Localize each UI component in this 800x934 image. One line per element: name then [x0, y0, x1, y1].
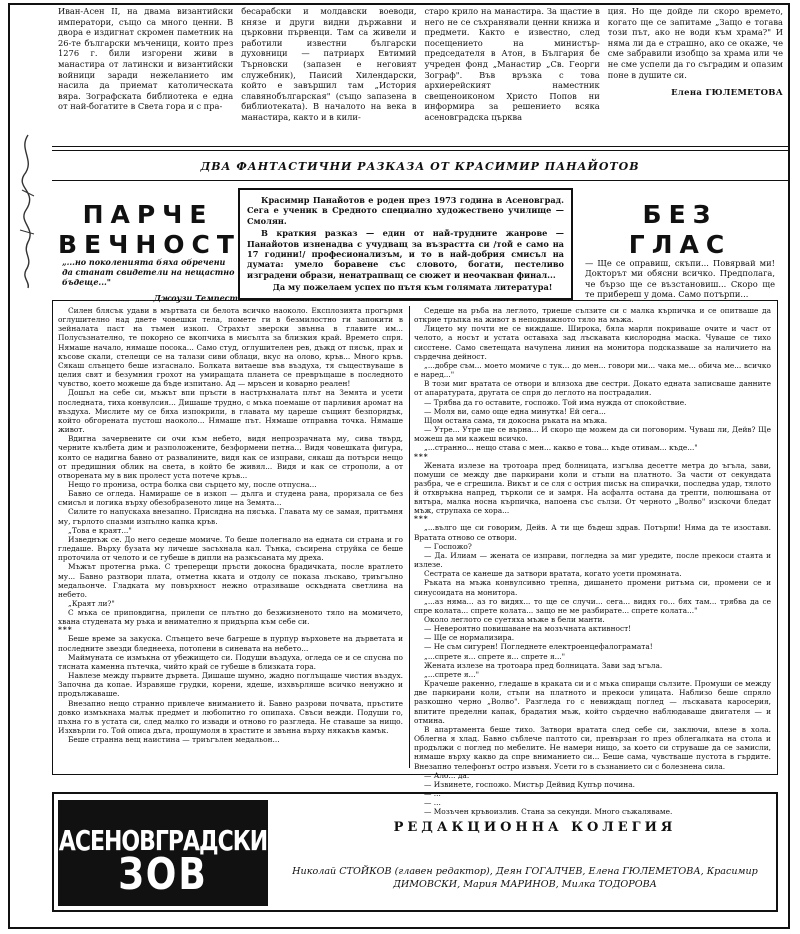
paragraph: „...спрете я..." [424, 669, 479, 679]
paragraph: Изведнъж се. До него седеше момиче. То беше полегнало на едната си страна и го гледаше. Върху бузата му личеше засъхнала кал. Тънка, съсирена струйка се беше проточила от челото и се губеше в дипли на разкъсаната му дреха. [58, 534, 403, 563]
paragraph: В този миг вратата се отвори и влязоха две сестри. Докато едната записваше данните от апаратурата, другата се спря до леглото на пострадалия. [414, 379, 771, 398]
paragraph: Седеше на ръба на леглото, триеше сълзите си с малка кърпичка и се опитваше да открие тръпка на живот в неподвижното тяло на мъжа. [414, 306, 771, 325]
paragraph: „Това е краят..." [68, 525, 132, 535]
handwritten-signature [14, 130, 42, 290]
paragraph: Внезапно нещо странно привлече вниманието й. Бавно разрови почвата, пръстите довко измъкнаха малък предмет и любопитно го опипаха. Свъси вежди. Подуши го, пъхна го в устата си, след малко го извади и отново го разгледа. Не ставаше за нищо. Изхвърли го. Той описа дъга, прошумоля в храстите и звънна върху някакъв камък. [58, 698, 403, 736]
top-article-column: ция. Но ще дойде ли скоро времето, когато ще се запитаме „Защо е тогава този път, ако не води към храма?" И няма ли да е страшно, ако се окаже, че сме забравили изобщо за храма или че не сме успели да го съградим и опазим поне в душите си. Елена ГЮЛЕМЕТОВА [607, 6, 783, 99]
paragraph: Вдигна зачервените си очи към небето, видя непрозрачната му, сива твърд, черните кълбета дим и разположените, безформени петна... Видя човешката фигура, която се надигна бавно от развалините, видя как се изправи, сякаш да потърси нещо от предишния облик на света, в който бе живял... Видя и как се строполи, а от отворената му в вик пролест уста потече кръв... [58, 434, 403, 480]
paragraph: Мъжът протегна ръка. С треперещи пръсти докосна брадичката, после вратлето му... Бавно разтвори плата, отметна кката и отдолу се показа лъскаво, триъгълно медальонче. Гладката му повърхност нежно отразяваше оскъдната светлина на небето. [58, 562, 403, 599]
story2-text [414, 306, 771, 817]
paragraph: — Утре... Утре ще се върна... И скоро ще можем да си поговорим. Чуваш ли, Дейв? Ще можеш да ми кажеш всичко. [414, 425, 771, 444]
story1-text [58, 306, 403, 771]
top-article [58, 6, 783, 134]
paragraph: Нещо го прониза, остра болка сви сърцето му, после отпусна... [68, 479, 317, 489]
paragraph: — Извинете, госпожо. Мистър Дейвид Купър почина. [424, 779, 635, 789]
paragraph: Силен блясък удави в мъртвата си белота всичко наоколо. Експлозията прогърмя оглушително над двете човешки тела, помете ги в безмилостно ги запокити в зейналата паст на тъмен изкоп. Страхът зверски звънна в главите им... Полусъзнателно, те покорно се вкопчиха в мисълта за близкия край. Времето спря. Нямаше начало, нямаше посока... Само студ, оглушителен рев, дъжд от пясък, прах и късове скали, стелещи се на талази сиви облаци, вкус на олово, кръв... Много кръв. Сякаш слънцето беше изгаснало. Болката витаеше във въздуха, тя съществуваше в целия свят и безумния грохот на умиращата планета се превръщаше в последното чувство, което можеше да бъде изпитано. Ад — мръсен и коварно реален! [58, 306, 403, 389]
divider-line [52, 180, 788, 181]
column-divider [409, 306, 410, 768]
paragraph: Бавно се огледа. Намираше се в изкоп — дълга и студена рана, прорязала се без смисъл и логика върху обезобразеното лице на Земята... [58, 489, 403, 508]
paragraph: — Мозъчен кръвоизлив. Стана за секунди. Много съжаляваме. [424, 807, 673, 817]
section-break: *** [58, 625, 73, 635]
story1-title: ПАРЧЕ ВЕЧНОСТ [58, 200, 241, 259]
divider-line [52, 146, 788, 147]
paragraph: Около леглото се суетяха мъже в бели манти. [424, 615, 605, 624]
section-break: *** [414, 451, 429, 461]
divider-line [52, 150, 788, 151]
top-article-column: Иван-Асен II, на двама византийски императори, също са много ценни. В двора е издигнат скромен паметник на 26-те български мъченици, които през 1276 г. били изгорени живи в манастира от латински и византийски войници заради нежеланието им насила да приемат католическата вяра. Зографската библиотека е една от най-богатите в Света гора и с пра- [58, 6, 234, 112]
newspaper-logo: АСЕНОВГРАДСКИ ЗОВ [58, 800, 268, 906]
story2-lead: — Ще се оправиш, скъпи... Повярвай ми! Докторът ми обясни всичко. Предполага, че бързо ще се възстановиш... Скоро ще те прибереш у дома. Само потърпи... [585, 258, 775, 300]
paragraph: Навлезе между първите дървета. Дишаше шумно, жадно поглъщаше чистия въздух. Започна да копае. Изравяше грудки, корени, ядеше, изхвърляше всичко ненужно и продължаваше. [58, 671, 403, 699]
paragraph: Крачеше ракенно, гледаше в краката си и с мъка спиращи сълзите. Промуши се между две паркирани коли, стъпи на платното и прекоси улицата. Наблизо беше спряло разкошно черно „Волво". Разгледа го с невиждащ поглед — лъскавата каросерия, впитите пределни капак, брадатия мъж, който сърдечно наблюдаваше двигателя — и отмина. [414, 679, 771, 725]
article-signature: Елена ГЮЛЕМЕТОВА [671, 88, 783, 99]
paragraph: — ... [424, 798, 441, 808]
paragraph: „...добре съм... моето момиче с тук... до мен... говори ми... чака ме... обича ме... всичко е наред..." [414, 360, 771, 380]
top-article-column: старо крило на манастира. За щастие в него не се съхранявали ценни книжа и предмети. Както е известно, след посещението на министър-председателя в Атон, в България бе учреден фонд „Манастир „Св. Георги Зограф". Във връзка с това архиерейският наместник свещеноиконом Христо Попов ни информира за решението всяка асеновградска църква [424, 6, 600, 122]
paragraph: Силите го напускаха внезапно. Присядна на пясъка. Главата му се замая, притъмня му, гърлото спазми изпълно капка кръв. [58, 507, 403, 526]
paragraph: Жената излезе на тротоара пред болницата. Зави зад ъгъла. [424, 660, 663, 670]
paragraph: Беше време за закуска. Слънцето вече багреше в пурпур върховете на дърветата и последните звезди бледнееха, потопени в синевата на небето... [58, 634, 403, 653]
editorial-board-title: РЕДАКЦИОННА КОЛЕГИЯ [393, 820, 677, 835]
paragraph: — Не съм сигурен! Погледнете електроенцефалограмата! [424, 642, 653, 652]
paragraph: „...странно... нещо става с мен... какво е това... къде отивам... къде..." [424, 443, 698, 453]
story2-title: БЕЗ ГЛАС [628, 200, 732, 259]
paragraph: Лицето му почти не се виждаше. Широка, бяла марля покриваше очите и част от челото, а носът и устата оставаха зад лъскавата кислородна маска. Чуваше се тихо сисстене. Само светещата начупена линия на монитора подсказваше за наличието на сърдечна дейност. [414, 324, 771, 361]
section-title: ДВА ФАНТАСТИЧНИ РАЗКАЗА ОТ КРАСИМИР ПАНАЙОТОВ [200, 160, 640, 173]
paragraph: В апартамента беше тихо. Затвори вратата след себе си, заключи, влезе в хола. Облегна я хлад. Бавно съблече палтото си, превързан го през облегалката на стола и продължи с поглед по мебелите. Не намери нищо, за което си струваше да се замисли, нямаше върху какво да спре вниманието си... Беше сама, чувстваше пустота в гърдите. Внезапно телефонът остро извъня. Усети го в съзнанието си с болезнена сила. [414, 724, 771, 771]
paragraph: „...вълго ще си говорим, Дейв. А ти ще бъдеш здрав. Потърпи! Няма да те изоставя. Вратата отново се отвори. [414, 523, 771, 542]
paragraph: Жената излезе на тротоара пред болницата, изгълва десетте метра до ъгъла, зави, помуши се между две паркирани коли и стъпи на платното. За части от секундата разбра, че е сгрешила. Викът и се сля с острия писък на спирачки, последва удар, тялото й отхвръкна напред, търколи се и замря. На асфалта остана да трепти, полюшвана от вятъра, малка носна кърпичка, напоена със сълзи. От черното „Волво" изскочи бледат мъж, струпаха се хора... [414, 460, 771, 516]
paragraph: „...аз няма... аз го видях... то ще се случи... сега... видях го... бях там... трябва да се спре колата... спрете колата... защо не ме разбирате... спрете колата..." [414, 596, 771, 615]
paragraph: — ... [424, 788, 441, 798]
paragraph: — Госпожо? [424, 541, 472, 551]
paragraph: Щом остана сама, тя докосна ръката на мъжа. [424, 415, 608, 425]
story1-epigraph: „...но поколенията бяха обречени да станат свидетели на нещастно бъдеще..." Джоузи Темпест [62, 257, 238, 303]
paragraph: — Ало... да. [424, 770, 470, 780]
paragraph: „Краят ли?" [68, 599, 115, 608]
paragraph: Беше странна вещ наистина — триъгълен медальон... [68, 735, 280, 745]
author-intro-box: Красимир Панайотов е роден през 1973 година в Асеновград. Сега е ученик в Средното специално художествено училище — Смолян. В краткия разказ — един от най-трудните жанрове — Панайотов изненадва с учудващ за възрастта си /той е само на 17 години!/ професионализъм, и то в най-добрия смисъл на думата: умело боравене със словото, богати, пестеливо изградени образи, ненатрапващ се сюжет и неочакван финал... Да му пожелаем успех по пътя към голямата литература! [238, 188, 573, 300]
paragraph: Дошъл на себе си, мъжът впи пръсти в настръхналата плът на Земята и усети последната, тиха конвулсия... Дишаше трудно, с мъка поемаше от парливия аромат на въздуха. Мислите му се бяха изпокрили, в главата му цареше същият безпорядък, който обгорената пустош наоколо... Нямаше път. Нямаше отправна точка. Нямаше живот. [58, 388, 403, 435]
editorial-board-names: Николай СТОЙКОВ (главен редактор), Деян ГОГАЛЧЕВ, Елена ГЮЛЕМЕТОВА, Красимир ДИМОВСКИ, Мария МАРИНОВ, Милка ТОДОРОВА [292, 866, 758, 890]
paragraph: Ръката на мъжа конвулсивно трепна, дишането промени ритъма си, промени се и синусоидата на монитора. [414, 578, 771, 597]
paragraph: С мъка се приповдигна, прилепи се плътно до безжизненото тяло на момичето, хвана студената му ръка и внимателно я придърпа към себе си. [58, 608, 403, 627]
paragraph: — Невероятно повишаване на мозъчната активност! [424, 624, 632, 634]
paragraph: — Ще се нормализира. [424, 633, 515, 643]
paragraph: Маймуната се измъкна от убежището си. Подуши въздуха, огледа се и се спусна по тясната каменна пътечка, чийто край се губеше в близката гора. [58, 652, 403, 671]
paragraph: — Моля ви, само още една минутка! Ей сега... [424, 406, 606, 416]
paragraph: Сестрата се канеше да затвори вратата, когато усети промяната. [424, 569, 682, 579]
top-article-column: бесарабски и молдавски воеводи, князе и други видни държавни и църковни първенци. Там са живели и работили известни български духовници — патриарх Евтимий Търновски (запазен е неговият служебник), Паисий Хилендарски, който е завършил там „История славянобългарская" (също запазена в библиотеката). В началото на века в манастира, както и в кили- [241, 6, 417, 122]
paragraph: „...спрете я... спрете я... спрете я..." [424, 651, 566, 661]
section-break: *** [414, 514, 429, 524]
paragraph: — Да. Илиам — жената се изправи, погледна за миг уредите, после прекоси стаята и излезе. [414, 550, 771, 570]
paragraph: — Трябва да го оставите, госпожо. Той има нужда от спокойствие. [424, 397, 687, 407]
